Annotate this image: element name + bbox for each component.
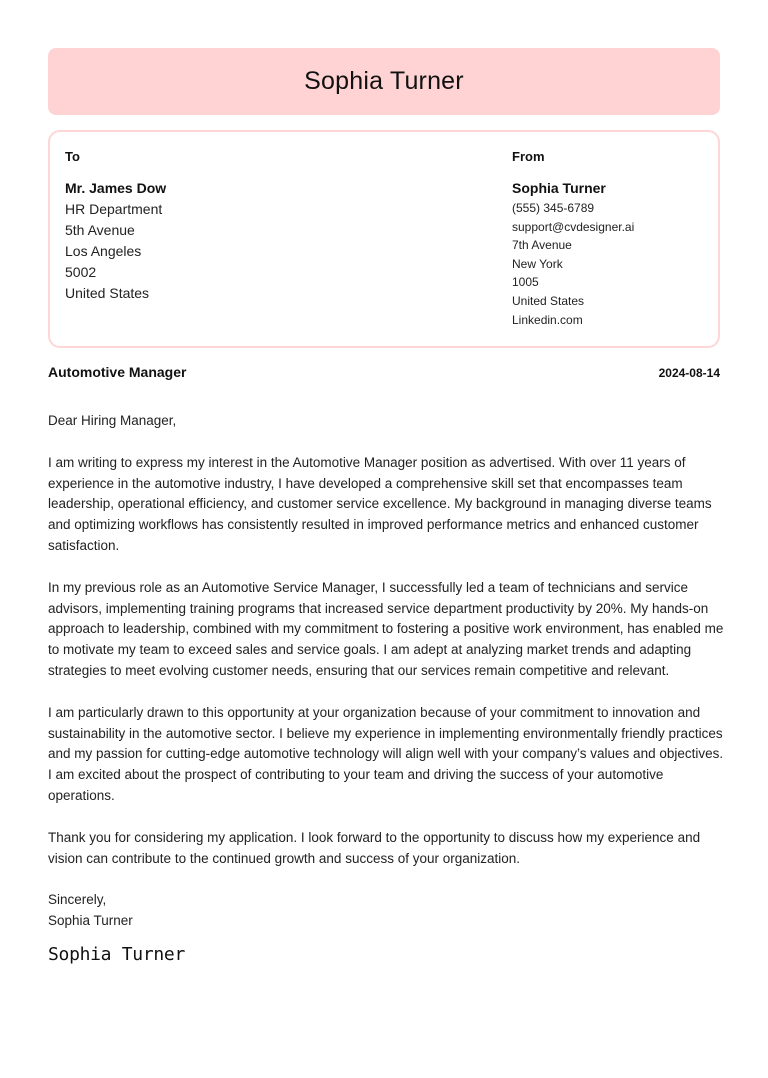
sender-block (512, 149, 634, 329)
closing-text: Sincerely, (48, 892, 107, 907)
sender-postal-code: 1005 (512, 275, 539, 290)
job-title: Automotive Manager (48, 364, 187, 380)
recipient-name: Mr. James Dow (65, 180, 167, 196)
recipient-city: Los Angeles (65, 243, 142, 259)
recipient-street: 5th Avenue (65, 222, 135, 238)
sender-name: Sophia Turner (512, 180, 606, 196)
signature: Sophia Turner (48, 944, 185, 965)
sender-linkedin: Linkedin.com (512, 312, 583, 327)
recipient-block (65, 149, 166, 304)
closing-name: Sophia Turner (48, 912, 133, 928)
paragraph-1: I am writing to express my interest in the Automotive Manager position as advertised. With over 11 years of experience in the automotive industry, I have developed a comprehensive skill set that encompasses team leadership, operational efficiency, and customer service excellence. My background in managing diverse teams and optimizing workflows has consistently resulted in improved performance metrics and enhanced customer satisfaction. (48, 454, 712, 553)
header-banner (48, 48, 720, 115)
closing-block (48, 890, 133, 932)
sender-street: 7th Avenue (512, 238, 572, 253)
recipient-department: HR Department (65, 201, 163, 217)
salutation: Dear Hiring Manager, (48, 413, 177, 428)
applicant-name: Sophia Turner (304, 67, 464, 95)
recipient-heading: To (65, 149, 80, 164)
paragraph-2: In my previous role as an Automotive Service Manager, I successfully led a team of technicians and service advisors, implementing training programs that increased service department productivity by 20%. My hands-on approach to leadership, combined with my commitment to fostering a positive work environment, has enabled me to motivate my team to exceed sales and service goals. I am adept at analyzing market trends and adapting strategies to meet evolving customer needs, ensuring that our services remain competitive and relevant. (48, 579, 724, 678)
letter-body (48, 411, 724, 890)
recipient-postal-code: 5002 (65, 264, 97, 280)
sender-email: support@cvdesigner.ai (512, 219, 635, 234)
address-box (48, 130, 720, 348)
sender-phone: (555) 345-6789 (512, 201, 595, 215)
subject-row (48, 364, 720, 380)
recipient-country: United States (65, 285, 150, 301)
paragraph-3: I am particularly drawn to this opportunity at your organization because of your commitment to innovation and sustainability in the automotive sector. I believe my experience in implementing environmentally friendly practices and my passion for cutting-edge automotive technology will align well with your company’s values and objectives. I am excited about the prospect of contributing to your team and driving the success of your automotive operations. (48, 704, 724, 803)
sender-city: New York (512, 256, 563, 271)
letter-date: 2024-08-14 (658, 366, 720, 380)
sender-country: United States (512, 293, 585, 308)
sender-heading: From (512, 149, 545, 164)
paragraph-4: Thank you for considering my application. I look forward to the opportunity to discuss how my experience and vision can contribute to the continued growth and success of your organization. (48, 829, 701, 866)
